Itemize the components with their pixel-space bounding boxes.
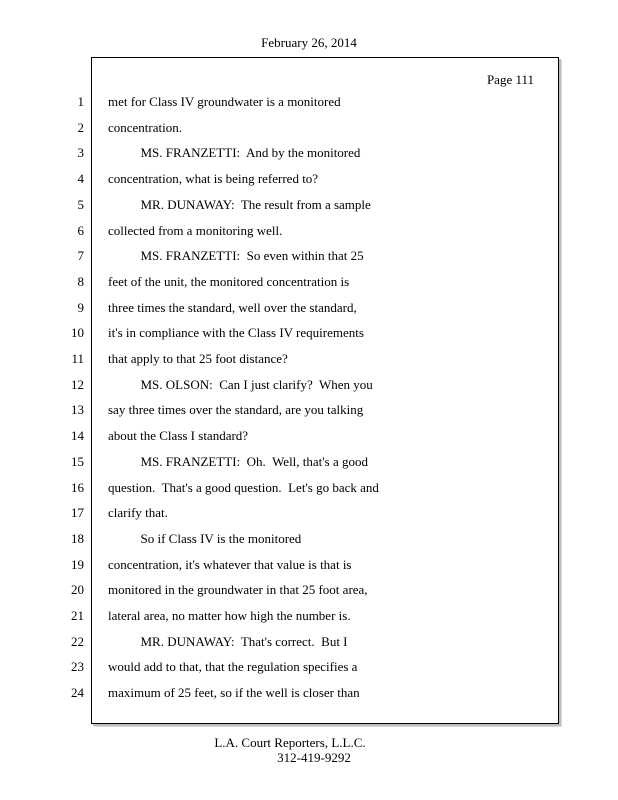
line-number: 18 (71, 531, 84, 546)
page-number: Page 111 (486, 72, 534, 87)
line-number: 9 (77, 300, 84, 315)
line-number: 17 (71, 505, 84, 520)
line-text: question. That's a good question. Let's go back and (108, 480, 379, 495)
line-text: lateral area, no matter how high the number is. (108, 608, 351, 623)
line-number: 5 (77, 197, 84, 212)
line-number: 20 (71, 582, 84, 597)
line-number: 6 (77, 223, 84, 238)
line-number: 24 (71, 685, 84, 700)
line-number: 19 (71, 557, 84, 572)
line-text: collected from a monitoring well. (108, 223, 283, 238)
line-text: concentration. (108, 120, 182, 135)
line-number: 4 (77, 171, 84, 186)
footer-phone: 312-419-9292 (277, 750, 351, 765)
line-text: feet of the unit, the monitored concentration is (108, 274, 350, 289)
line-text: say three times over the standard, are you talking (108, 402, 364, 417)
line-text: concentration, it's whatever that value is that is (108, 557, 352, 572)
line-number: 22 (71, 634, 84, 649)
line-number: 21 (71, 608, 84, 623)
line-text: So if Class IV is the monitored (108, 531, 302, 546)
line-number: 8 (77, 274, 84, 289)
line-number: 13 (71, 402, 84, 417)
line-number: 7 (77, 248, 84, 263)
line-text: MR. DUNAWAY: The result from a sample (108, 197, 371, 212)
line-text: MS. FRANZETTI: And by the monitored (108, 145, 361, 160)
line-text: concentration, what is being referred to? (108, 171, 319, 186)
line-number: 3 (77, 145, 84, 160)
line-text: MS. FRANZETTI: So even within that 25 (108, 248, 364, 263)
line-text: maximum of 25 feet, so if the well is closer than (108, 685, 360, 700)
line-text: met for Class IV groundwater is a monitored (108, 94, 341, 109)
line-number: 23 (71, 659, 84, 674)
line-text: clarify that. (108, 505, 168, 520)
line-text: that apply to that 25 foot distance? (108, 351, 288, 366)
line-text: it's in compliance with the Class IV requirements (108, 325, 364, 340)
line-number: 15 (71, 454, 84, 469)
line-text: monitored in the groundwater in that 25 foot area, (108, 582, 368, 597)
line-number: 11 (71, 351, 84, 366)
line-text: about the Class I standard? (108, 428, 249, 443)
line-number: 2 (77, 120, 84, 135)
line-text: MR. DUNAWAY: That's correct. But I (108, 634, 348, 649)
line-number: 1 (77, 94, 84, 109)
line-text: MS. FRANZETTI: Oh. Well, that's a good (108, 454, 368, 469)
line-text: MS. OLSON: Can I just clarify? When you (108, 377, 373, 392)
line-number: 14 (71, 428, 84, 443)
line-number: 16 (71, 480, 84, 495)
line-number: 12 (71, 377, 84, 392)
line-number: 10 (71, 325, 84, 340)
line-text: would add to that, that the regulation specifies a (108, 659, 358, 674)
header-date: February 26, 2014 (261, 35, 357, 50)
footer-firm-name: L.A. Court Reporters, L.L.C. (214, 735, 366, 750)
line-text: three times the standard, well over the standard, (108, 300, 357, 315)
